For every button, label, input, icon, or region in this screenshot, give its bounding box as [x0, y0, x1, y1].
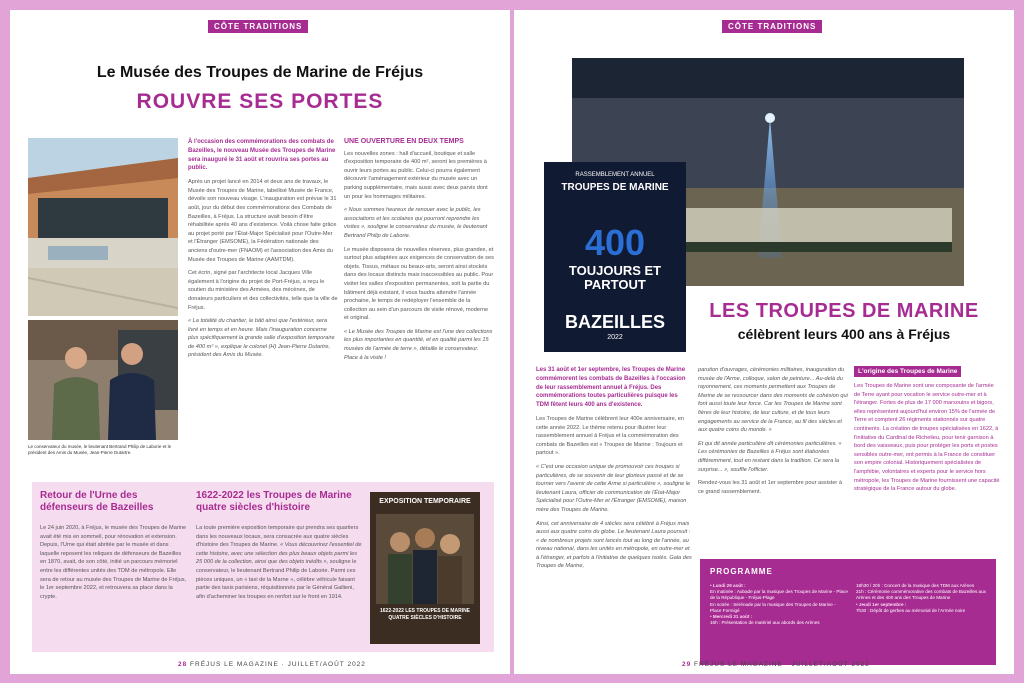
lead-paragraph: À l'occasion des commémorations des combats de Bazeilles, le nouveau Musée des Troupes de Marine sera inauguré le 31 août et rouvrira ses portes au public. — [188, 139, 336, 172]
paragraph: Rendez-vous les 31 août et 1er septembre pour assister à ce grand rassemblement. — [698, 480, 842, 495]
poster-bazeilles: BAZEILLES — [564, 312, 665, 332]
headline-top: Le Musée des Troupes de Marine de Fréjus — [96, 64, 424, 81]
programme-col-1 — [710, 583, 848, 626]
footer-text: FRÉJUS LE MAGAZINE · JUILLET/AOÛT 2022 — [694, 661, 870, 668]
poster-year: 2022 — [607, 334, 623, 341]
programme-item: 21h : Cérémonie commémorative des combats de Bazeilles aux Arènes et des 400 ans des Troupes de Marine — [856, 589, 986, 601]
paragraph: Les nouvelles zones : hall d'accueil, boutique et salle d'exposition temporaire de 400 m², seront les premières à ouvrir leurs portes au public. Celui-ci pourra également découvrir l'aménagement extérieur du musée avec un parking supplémentaire, mais aussi avec deux parvis dont un pour les hommages militaires. — [344, 150, 488, 200]
poster-subtitle: 1622-2022 LES TROUPES DE MARINE QUATRE SIÈCLES D'HISTOIRE — [379, 608, 471, 621]
expo-quote: « Vous découvrirez l'essentiel de cette histoire, avec une sélection des plus beaux objets parmi les 25 000 de la collection, ainsi que des objets inédits », — [196, 542, 362, 566]
box-heading-expo: 1622-2022 les Troupes de Marine quatre siècles d'histoire — [196, 490, 352, 513]
quote-paragraph: Ainsi, cet anniversaire de 4 siècles sera célébré à Fréjus mais aussi aux quatre coins du globe. Le lieutenant Laura poursuit : « de nombreux projets sont lancés tout au long de l'année, au niveau national, dans les unités en métropole, en outre-mer et à l'étranger, et parfois à l'initiative de quelques isolés. Gala des Troupes de Marine, — [536, 520, 692, 570]
poster-line: TROUPES DE MARINE — [561, 182, 669, 193]
left-page — [10, 10, 510, 674]
box-text-urne: Le 24 juin 2020, à Fréjus, le musée des Troupes de Marine avait été mis en sommeil, pour rénovation et extension. Depuis, l'Urne qui était abritée par le musée et dans laquelle reposent les reliques de défenseurs de Bazeilles en 1870, avait, de son côté, initié un parcours mémoriel entre les différentes unités des TDM de métropole. Elle sera de retour au musée des Troupes de Marine de Fréjus, le 1er septembre 2022, et retrouvera sa place dans la crypte. — [40, 525, 187, 600]
box-heading-urne: Retour de l'Urne des défenseurs de Bazeilles — [40, 490, 154, 513]
programme-heading: PROGRAMME — [710, 567, 773, 576]
expo-text: La toute première exposition temporaire qui prendra ses quartiers dans les nouveaux locaux, sera consacrée aux quatre siècles d'histoire des Troupes de Marine. — [196, 525, 359, 549]
programme-item: 16h : Présentation de matériel aux abords des Arènes — [710, 620, 820, 626]
bazeilles-poster — [544, 162, 686, 352]
poster-title: EXPOSITION TEMPORAIRE — [379, 498, 471, 505]
museum-building-photo — [28, 138, 178, 316]
programme-item: 7h30 : Dépôt de gerbes au mémorial de l'Armée noire — [856, 607, 966, 613]
footer — [682, 661, 870, 668]
poster-line: RASSEMBLEMENT ANNUEL — [575, 172, 655, 178]
curator-portrait-photo — [28, 320, 178, 440]
quote-paragraph: « Nous sommes heureux de renouer avec le public, les associations et les scolaires qui pourront reprendre les visites », souligne le conservateur du musée, le lieutenant Bertrand Philip de Laborie. — [344, 207, 488, 239]
article-column-1 — [188, 138, 338, 365]
programme-item: En soirée : Sérénade par la musique des Troupes de Marine - Place Formigé — [710, 601, 836, 613]
programme-item: En matinée : Aubade par la musique des Troupes de Marine - Place de la République - Fréjus-Plage — [710, 589, 848, 601]
programme-box — [700, 559, 996, 665]
programme-item: • Jeudi 1er septembre : — [856, 601, 907, 607]
poster-400: 400 — [584, 222, 646, 263]
paragraph: Après un projet lancé en 2014 et deux ans de travaux, le Musée des Troupes de Marine, labellisé Musée de France, dévoile son nouveau visage. L'inauguration est prévue le 31 août, jour du début des commémorations des Combats de Bazeilles, à Fréjus. La structure avait besoin d'être réhabilitée après 40 ans d'existence. Voilà chose faite grâce au projet porté par l'État-Major Spécialisé pour l'Outre-Mer et l'Étranger (EMSOME), la Fédération nationale des anciens d'outre-mer (FNAOM) et l'association des Amis du Musée des Troupes de Marine (AAMTDM). — [188, 179, 337, 263]
headline-main: LES TROUPES DE MARINE — [709, 300, 979, 322]
exhibition-poster — [370, 492, 480, 644]
paragraph: Le musée disposera de nouvelles réserves, plus grandes, et surtout plus adaptées aux exigences de conservation de ses objets. Tissus, métaux ou beaux-arts, seront ainsi stockés dans des locaux distincts mais inaccessibles au public. Pour visiter les salles d'exposition permanentes, soit la partie du bâtiment déjà existant, il vous faudra attendre l'année prochaine, le temps de redéployer l'ensemble de la collection au sein d'un parcours de visite rénové, moderne et original. — [344, 246, 494, 322]
article-column-2 — [344, 138, 494, 367]
article-column-1 — [536, 366, 692, 576]
section-tag: CÔTE TRADITIONS — [722, 20, 822, 33]
box-text-expo — [196, 524, 364, 601]
programme-item: • Mercredi 31 août : — [710, 614, 753, 620]
photo-caption: Le conservateur du musée, le lieutenant Bertrand Philip de Laborie et le président des Amis du Musée, Jean-Pierre Dutartre. — [28, 444, 172, 455]
page-number: 29 — [682, 661, 692, 668]
headline-main: ROUVRE SES PORTES — [136, 90, 384, 113]
footer-text: FRÉJUS LE MAGAZINE · JUILLET/AOÛT 2022 — [190, 661, 366, 668]
paragraph: Cet écrin, signé par l'architecte local Jacques Ville également à l'origine du projet de Port-Fréjus, a reçu le soutien du ministère des Armées, des mécènes, de donateurs particuliers et des collectivités, telle que la ville de Fréjus. — [188, 270, 338, 311]
footer — [178, 661, 366, 668]
sidebar-box — [32, 482, 494, 652]
quote-paragraph: « Le Musée des Troupes de Marine est l'une des collections les plus importantes en quantité, et en qualité parmi les 15 musées de l'armée de terre », détaille le conservateur. Place à la visite ! — [344, 328, 493, 361]
programme-item: 18h30 / 20h : Concert de la musique des TDM aux Arènes — [856, 583, 975, 588]
quote-paragraph: « C'est une occasion unique de promouvoir ces troupes si particulières, de se souvenir de leur glorieux passé et de se tourner vers l'avenir de cette Arme si particulière », souligne le lieutenant Laura, officier de communication de l'État-Major Spécialisé pour l'Outre-Mer et l'Étranger (EMSOME), maison mère des Troupes de Marine. — [536, 463, 691, 513]
article-column-2 — [698, 366, 848, 501]
poster-slogan: TOUJOURS ET PARTOUT — [568, 263, 662, 292]
origin-heading: L'origine des Troupes de Marine — [854, 366, 961, 377]
quote-paragraph: « La totalité du chantier, le bâti ainsi que l'extérieur, sera livré en temps et en heure. Mais l'inauguration concerne plus spécifiquement la grande salle d'exposition temporaire de 400 m² », explique le colonel (H) Jean-Pierre Dutartre, président des Amis du Musée. — [188, 318, 335, 359]
right-page — [514, 10, 1014, 674]
quote-paragraph: Et qui dit année particulière dit cérémonies particulières. « Les cérémonies de Bazeilles à Fréjus sont élaborées différemment, tout en restant dans la tradition. Ce sera la surprise... », souffle l'officier. — [698, 440, 842, 473]
programme-col-2 — [856, 583, 990, 614]
lead-paragraph: Les 31 août et 1er septembre, les Troupes de Marine commémorent les combats de Bazeilles à l'occasion de leur rassemblement annuel à Fréjus. Des commémorations toutes particulières puisque les TDM fêtent leurs 400 ans d'existence. — [536, 367, 686, 409]
paragraph: Les Troupes de Marine célèbrent leur 400e anniversaire, en cette année 2022. Le thème retenu pour illustrer leur rassemblement annuel à Fréjus et la commémoration des combats de Bazeilles est « Troupes de Marine : Toujours et partout ». — [536, 415, 685, 457]
page-number: 28 — [178, 661, 188, 668]
subheading: UNE OUVERTURE EN DEUX TEMPS — [344, 138, 464, 145]
quote-paragraph: parution d'ouvrages, cérémonies militaires, inauguration du musée de l'Arme, colloque, salon de peinture... Au-delà du rayonnement, ces moments permettent aux Troupes de Marine de se ressourcer dans des moments de cohésion qui font aussi toute leur force. Car les Troupes de Marine sont fières de leur histoire, de leur culture, et de tous leurs engagements au service de la France, au fil des siècles et aux quatre coins du monde. » — [698, 367, 848, 434]
programme-item: • Lundi 29 août : — [710, 583, 746, 588]
expo-text: souligne le conservateur, le lieutenant Bertrand Philip de Laborie. Parmi ces pièces uniques, un « taxi de la Marne », célèbre véhicule faisant partie des taxis parisiens, réquisitionnés par le Général Gallieni, afin d'acheminer les troupes en renfort sur le front en 1914. — [196, 559, 357, 600]
headline-sub: célèbrent leurs 400 ans à Fréjus — [737, 326, 951, 342]
section-tag: CÔTE TRADITIONS — [208, 20, 308, 33]
origin-text: Les Troupes de Marine sont une composante de l'armée de Terre ayant pour vocation le service outre-mer et à l'étranger. Fortes de plus de 17 000 marsouins et bigors, elles représentent aujourd'hui environ 15% de l'armée de Terre et comptent 26 régiments stationnés sur quatre continents. La création de troupes spécialisées en 1622, à l'initiative du Cardinal de Richelieu, pour tenir garnison à bord des vaisseaux, puis pour protéger les ports et postes sensibles outre-mer, ont permis à la France de constituer son empire colonial. Historiquement spécialistes de l'amphibie, volontaires et experts pour le service hors métropole, les Troupes de Marine fournissent une capacité stratégique de la France autour du globe. — [854, 383, 1000, 493]
